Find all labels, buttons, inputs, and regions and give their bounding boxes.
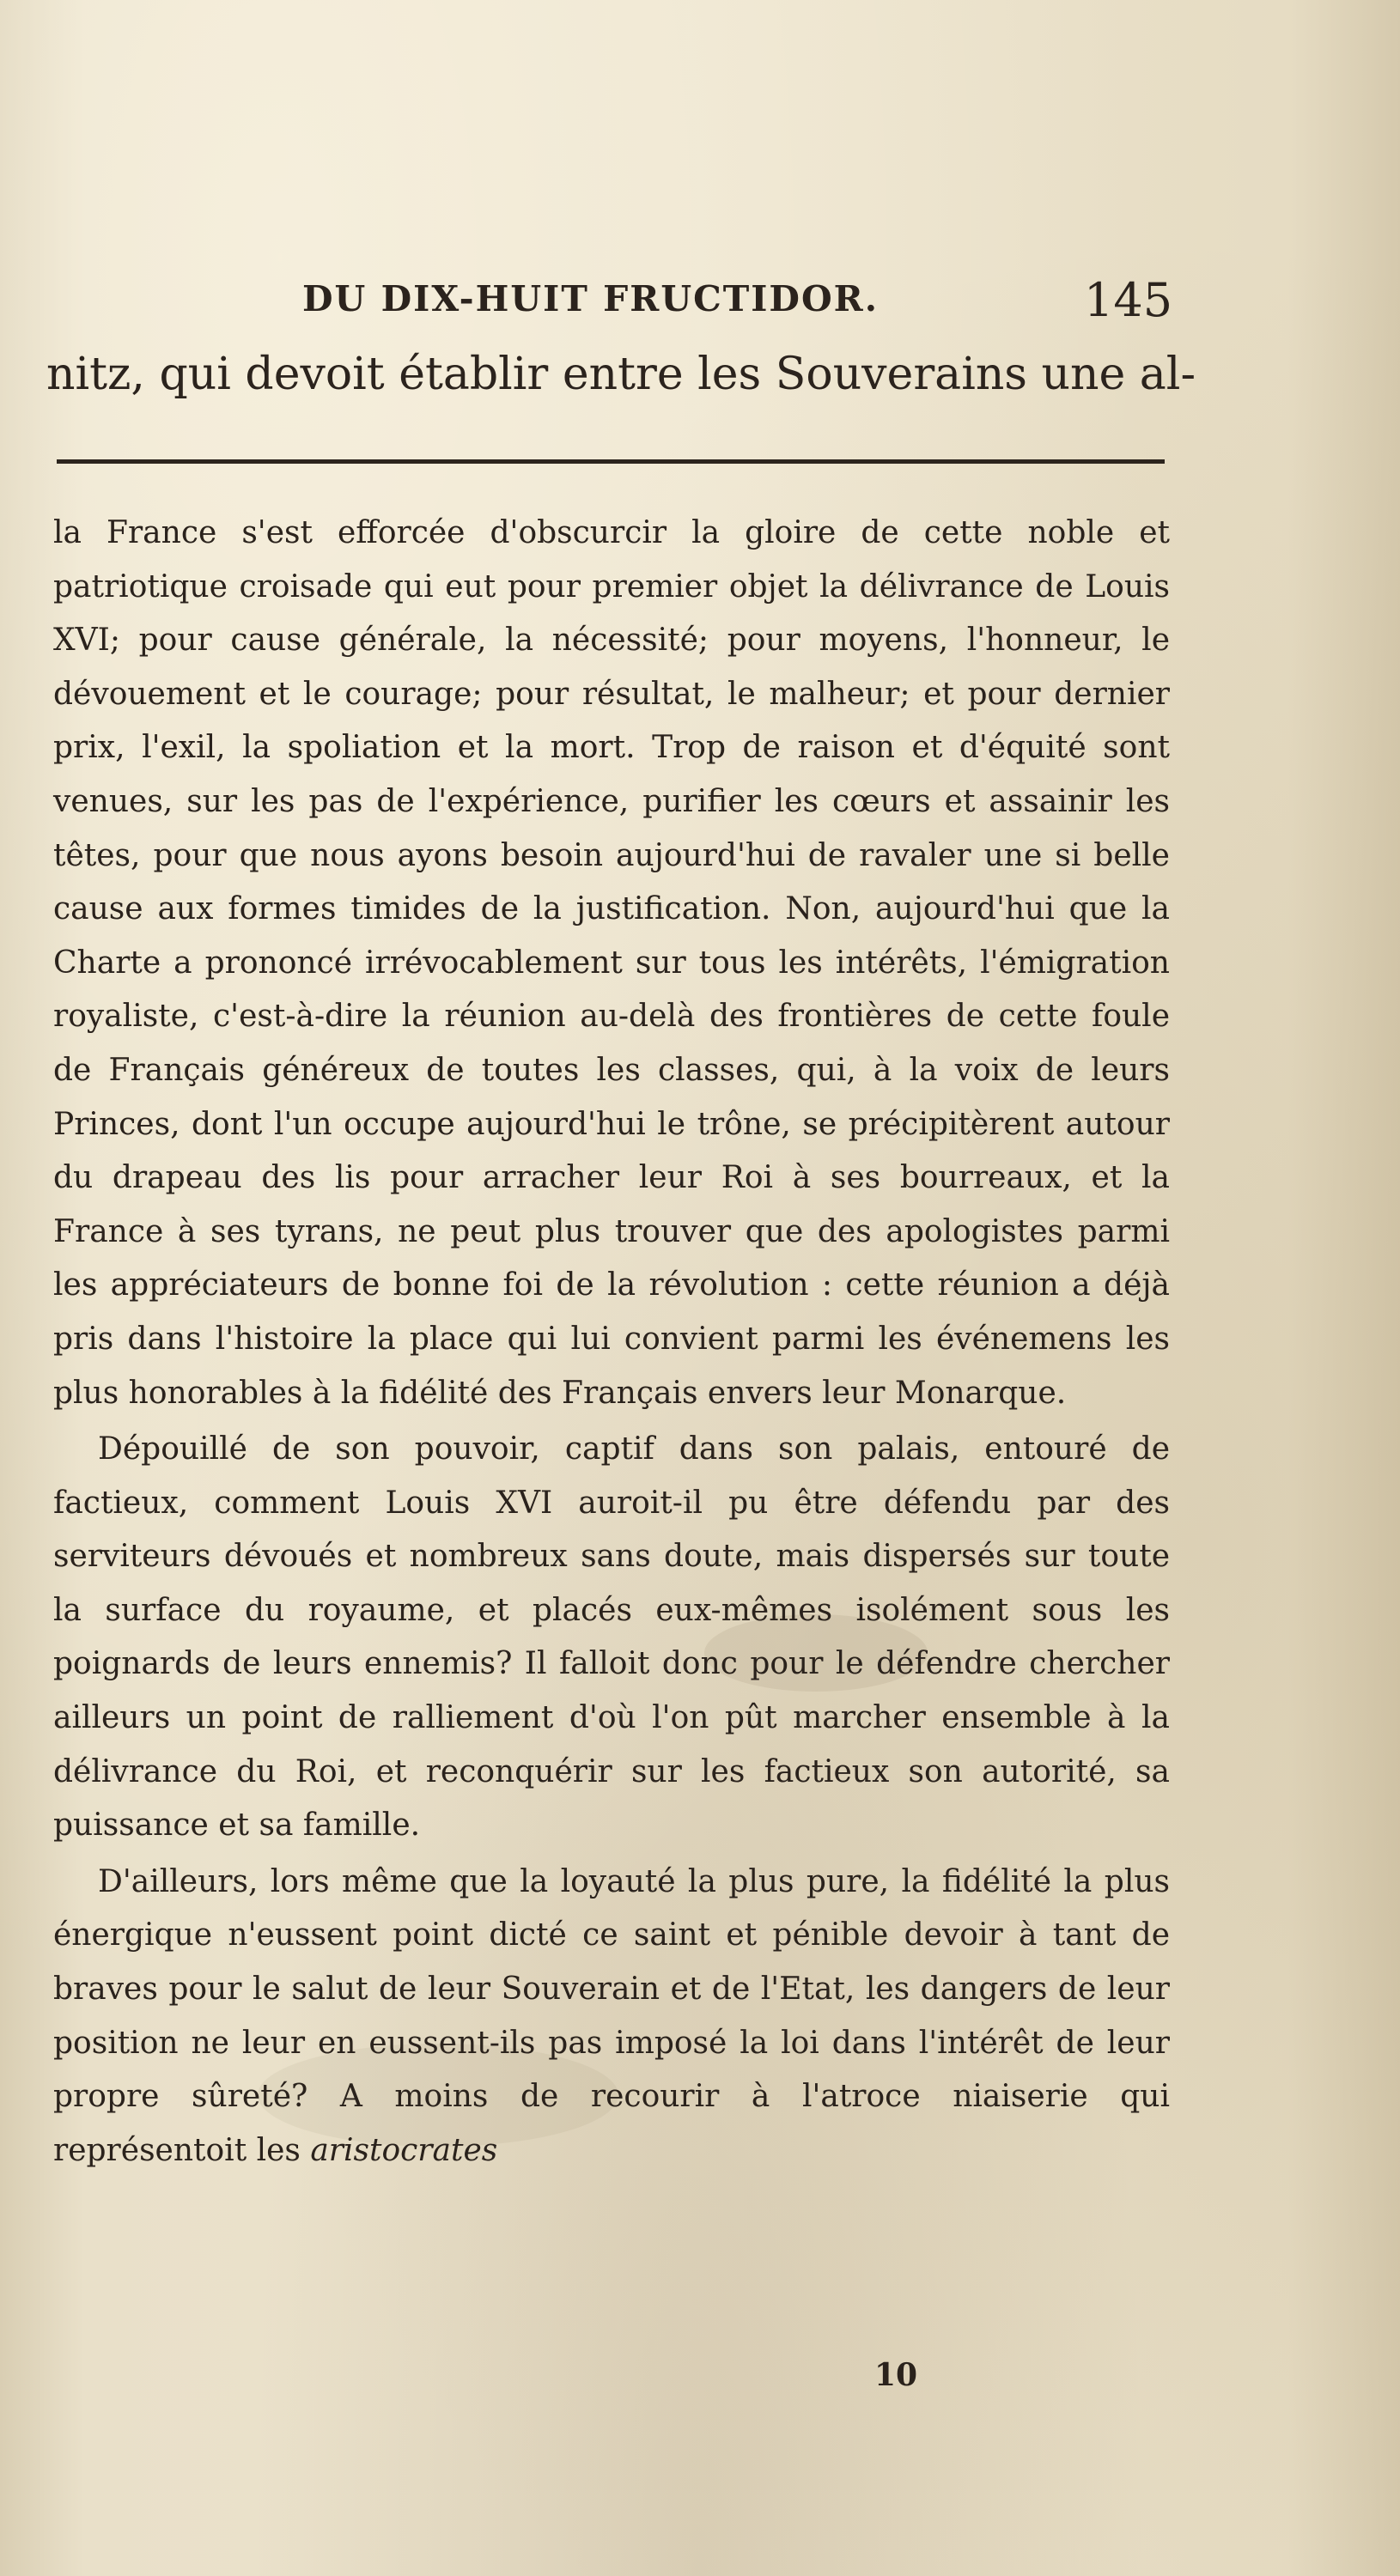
footnote-body <box>53 507 1170 2178</box>
footnote-separator-rule <box>57 459 1165 464</box>
paragraph-dailleurs-text: D'ailleurs, lors même que la loyauté la plus pure, la fidélité la plus énergique n'eussent point dicté ce saint et pénible devoir à tant de braves pour le salut de leur Souverain et de l'Etat, les dangers de leur position ne leur en eussent-ils pas imposé la loi dans l'intérêt de leur propre sûreté? A moins de recourir à l'atroce niaiserie qui représentoit les <box>53 1863 1170 2168</box>
running-title: DU DIX-HUIT FRUCTIDOR. <box>302 278 880 319</box>
paragraph-dailleurs <box>53 1856 1170 2178</box>
signature-mark: 10 <box>874 2357 918 2393</box>
paragraph-emigration: la France s'est efforcée d'obscurcir la gloire de cette noble et patriotique croisade qui eut pour premier objet la délivrance de Louis XVI; pour cause générale, la nécessité; pour moyens, l'honneur, le dévouement et le courage; pour résultat, le malheur; et pour dernier prix, l'exil, la spoliation et la mort. Trop de raison et d'équité sont venues, sur les pas de l'expérience, purifier les cœurs et assainir les têtes, pour que nous ayons besoin aujourd'hui de ravaler une si belle cause aux formes timides de la justification. Non, aujourd'hui que la Charte a prononcé irrévocablement sur tous les intérêts, l'émigration royaliste, c'est-à-dire la réunion au-delà des frontières de cette foule de Français généreux de toutes les classes, qui, à la voix de leurs Princes, dont l'un occupe aujourd'hui le trône, se précipitèrent autour du drapeau des lis pour arracher leur Roi à ses bourreaux, et la France à ses tyrans, ne peut plus trouver que des apologistes parmi les appréciateurs de bonne foi de la révolution : cette réunion a déjà pris dans l'histoire la place qui lui convient parmi les événemens les plus honorables à la fidélité des Français envers leur Monarque. <box>53 515 1170 1411</box>
continued-text-line: nitz, qui devoit établir entre les Souverains une al- <box>46 349 1196 400</box>
page-number: 145 <box>1084 273 1173 327</box>
paragraph-louis-xvi: Dépouillé de son pouvoir, captif dans son palais, entouré de factieux, comment Louis XVI auroit-il pu être défendu par des serviteurs dévoués et nombreux sans doute, mais dispersés sur toute la surface du royaume, et placés eux-mêmes isolément sous les poignards de leurs ennemis? Il falloit donc pour le défendre chercher ailleurs un point de ralliement d'où l'on pût marcher ensemble à la délivrance du Roi, et reconquérir sur les factieux son autorité, sa puissance et sa famille. <box>53 1431 1170 1844</box>
running-head <box>0 273 1400 325</box>
italic-word-aristocrates: aristocrates <box>310 2132 498 2168</box>
